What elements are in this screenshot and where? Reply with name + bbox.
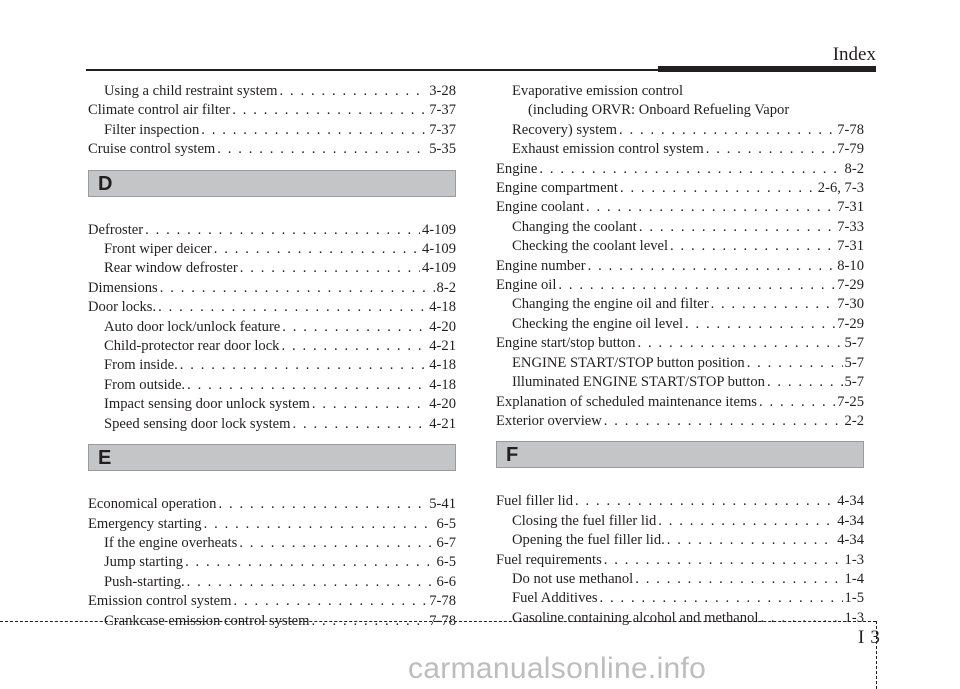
section-header-d: [88, 170, 456, 197]
index-entry: [496, 101, 864, 120]
index-entry: [88, 240, 456, 259]
index-entry: [496, 315, 864, 334]
index-entry: [496, 218, 864, 237]
entry-text: Checking the coolant level: [512, 238, 669, 255]
entry-text: Checking the engine oil level: [512, 315, 684, 332]
dot-leader: [667, 531, 835, 550]
index-entry: [88, 101, 456, 120]
entry-text: Push-starting.: [104, 573, 185, 590]
entry-page: 1-5: [844, 590, 864, 607]
dot-leader: [558, 276, 835, 295]
dot-leader: [239, 534, 434, 553]
dot-leader: [292, 415, 427, 434]
index-entry: [88, 259, 456, 278]
d-entries: [88, 221, 456, 434]
entry-text: Engine compartment: [496, 180, 618, 197]
index-entry: [88, 515, 456, 534]
entry-text: If the engine overheats: [104, 534, 238, 551]
watermark-text: carmanualsonline.info: [408, 652, 707, 685]
entry-text: Jump starting: [104, 554, 184, 571]
entry-text: Emission control system: [88, 593, 232, 610]
dot-leader: [760, 609, 842, 628]
index-entry: [496, 393, 864, 412]
entry-page: 2-6, 7-3: [817, 180, 864, 197]
entry-text: Engine number: [496, 257, 586, 274]
entry-page: 8-2: [436, 279, 456, 296]
index-entry: [496, 334, 864, 353]
index-entry: [496, 257, 864, 276]
index-entry: [88, 376, 456, 395]
index-entry: [496, 276, 864, 295]
index-entry: [496, 531, 864, 550]
entry-text: Fuel Additives: [512, 590, 598, 607]
index-entry: [496, 237, 864, 256]
entry-text: Auto door lock/unlock feature: [104, 318, 281, 335]
section-header-f: [496, 441, 864, 468]
entry-text: Using a child restraint system: [104, 83, 278, 99]
index-entry: [496, 492, 864, 511]
dot-leader: [279, 82, 427, 101]
index-entry: [88, 121, 456, 140]
dot-leader: [539, 160, 842, 179]
entry-page: 4-109: [421, 221, 456, 238]
entry-text: ENGINE START/STOP button position: [512, 354, 745, 371]
entry-page: 8-10: [837, 257, 864, 274]
dot-leader: [604, 551, 843, 570]
left-index-column: [88, 82, 456, 631]
index-entry: [496, 295, 864, 314]
entry-text: Changing the engine oil and filter: [512, 296, 709, 313]
entry-page: 7-37: [429, 121, 456, 138]
index-entry: [88, 495, 456, 514]
entry-page: 7-30: [837, 296, 864, 313]
entry-page: 6-5: [436, 554, 456, 571]
left-top-entries: [88, 82, 456, 160]
entry-page: 5-7: [844, 335, 864, 352]
entry-page: 6-7: [436, 534, 456, 551]
section-header-e: [88, 444, 456, 471]
index-entry: [496, 121, 864, 140]
dot-leader: [575, 492, 835, 511]
entry-text: Evaporative emission control: [512, 83, 684, 99]
dot-leader: [282, 318, 427, 337]
dot-leader: [187, 573, 435, 592]
dot-leader: [217, 140, 427, 159]
header-accent-bar: [658, 66, 876, 72]
dot-leader: [586, 198, 835, 217]
entry-text: Climate control air filter: [88, 102, 231, 119]
entry-text: Defroster: [88, 221, 144, 238]
entry-text: From outside.: [104, 376, 186, 393]
index-entry: [496, 373, 864, 392]
entry-text: Engine coolant: [496, 199, 584, 216]
entry-text: Emergency starting: [88, 515, 202, 532]
entry-text: Closing the fuel filler lid: [512, 512, 657, 529]
section-letter: D: [98, 172, 113, 195]
entry-page: 7-29: [837, 315, 864, 332]
entry-text: Fuel filler lid: [496, 493, 574, 510]
entry-page: 1-3: [844, 551, 864, 568]
entry-text: Recovery) system: [512, 121, 617, 138]
dot-leader: [711, 295, 836, 314]
entry-page: 6-6: [436, 573, 456, 590]
index-entry: [88, 298, 456, 317]
entry-text: Engine start/stop button: [496, 335, 636, 352]
entry-text: Crankcase emission control system: [104, 612, 310, 629]
index-entry: [496, 82, 864, 101]
section-letter: E: [98, 447, 112, 470]
dot-leader: [635, 570, 842, 589]
dot-leader: [620, 179, 816, 198]
entry-text: Gasoline containing alcohol and methanol: [512, 609, 759, 626]
index-entry: [496, 140, 864, 159]
entry-text: Filter inspection: [104, 121, 200, 138]
dot-leader: [600, 589, 843, 608]
entry-text: Engine oil: [496, 277, 557, 294]
entry-page: 5-41: [429, 496, 456, 513]
page-number: [858, 627, 880, 649]
index-entry: [88, 415, 456, 434]
entry-text: Cruise control system: [88, 141, 216, 158]
f-entries: [496, 492, 864, 628]
entry-page: 2-2: [844, 412, 864, 429]
index-entry: [496, 179, 864, 198]
entry-page: 4-34: [837, 493, 864, 510]
index-entry: [496, 198, 864, 217]
entry-text: Door locks.: [88, 299, 157, 316]
entry-page: 4-109: [421, 260, 456, 277]
dot-leader: [759, 393, 835, 412]
entry-text: Front wiper deicer: [104, 241, 212, 258]
dot-leader: [145, 221, 420, 240]
entry-page: 4-34: [837, 532, 864, 549]
entry-page: 7-79: [837, 141, 864, 158]
dot-leader: [604, 412, 843, 431]
entry-page: 7-25: [837, 393, 864, 410]
entry-page: 7-29: [837, 277, 864, 294]
dot-leader: [588, 257, 836, 276]
entry-page: 1-4: [844, 570, 864, 587]
entry-page: 4-109: [421, 241, 456, 258]
footer-rule: [0, 621, 876, 622]
index-entry: [496, 551, 864, 570]
entry-page: 5-7: [844, 354, 864, 371]
entry-page: 4-18: [429, 376, 456, 393]
e-entries: [88, 495, 456, 631]
dot-leader: [767, 373, 843, 392]
entry-text: Exhaust emission control system: [512, 141, 704, 158]
index-entry: [496, 354, 864, 373]
entry-page: 7-33: [837, 218, 864, 235]
index-entry: [496, 570, 864, 589]
dot-leader: [234, 592, 428, 611]
entry-page: 5-35: [429, 141, 456, 158]
entry-page: 8-2: [844, 160, 864, 177]
index-entry: [88, 337, 456, 356]
entry-page: 4-18: [429, 299, 456, 316]
index-entry: [88, 592, 456, 611]
entry-page: 5-7: [844, 374, 864, 391]
page-header-title: Index: [832, 44, 876, 65]
index-entry: [88, 221, 456, 240]
entry-page: 7-31: [837, 238, 864, 255]
entry-text: Fuel requirements: [496, 551, 602, 568]
index-entry: [496, 160, 864, 179]
index-entry: [88, 140, 456, 159]
dot-leader: [185, 553, 434, 572]
index-entry: [88, 356, 456, 375]
dot-leader: [312, 395, 427, 414]
index-entry: [88, 318, 456, 337]
dot-leader: [670, 237, 835, 256]
entry-page: 4-21: [429, 338, 456, 355]
entry-page: 7-37: [429, 102, 456, 119]
entry-text: Do not use methanol: [512, 570, 634, 587]
entry-text: Rear window defroster: [104, 260, 238, 277]
dot-leader: [158, 298, 427, 317]
entry-text: Economical operation: [88, 496, 217, 513]
entry-page: 4-34: [837, 512, 864, 529]
dot-leader: [160, 279, 435, 298]
dot-leader: [232, 101, 427, 120]
dot-leader: [685, 315, 835, 334]
entry-text: Dimensions: [88, 279, 158, 296]
entry-page: 7-78: [429, 612, 456, 629]
entry-page: 7-78: [837, 121, 864, 138]
index-entry: [496, 589, 864, 608]
section-letter: I: [858, 627, 865, 648]
dot-leader: [214, 240, 420, 259]
entry-page: 3-28: [429, 83, 456, 99]
dot-leader: [281, 337, 427, 356]
entry-page: 7-78: [429, 593, 456, 610]
dot-leader: [218, 495, 427, 514]
dot-leader: [637, 334, 842, 353]
index-entry: [496, 412, 864, 431]
entry-text: Child-protector rear door lock: [104, 338, 280, 355]
entry-page: 4-18: [429, 357, 456, 374]
entry-text: Illuminated ENGINE START/STOP button: [512, 374, 765, 391]
page-number-value: 3: [870, 627, 880, 648]
entry-text: From inside.: [104, 357, 178, 374]
index-entry: [496, 512, 864, 531]
dot-leader: [201, 121, 427, 140]
dot-leader: [639, 218, 835, 237]
entry-text: (including ORVR: Onboard Refueling Vapor: [528, 102, 790, 119]
index-entry: [88, 82, 456, 101]
right-index-column: [496, 82, 864, 628]
index-entry: [88, 553, 456, 572]
dot-leader: [658, 512, 835, 531]
dot-leader: [204, 515, 435, 534]
index-entry: [88, 279, 456, 298]
index-entry: [88, 395, 456, 414]
entry-page: 1-3: [844, 609, 864, 626]
index-entry: [496, 609, 864, 628]
entry-page: 4-21: [429, 415, 456, 432]
section-letter: F: [506, 444, 519, 467]
dot-leader: [706, 140, 836, 159]
right-top-entries: [496, 82, 864, 431]
entry-page: 4-20: [429, 396, 456, 413]
dot-leader: [180, 356, 427, 375]
entry-text: Explanation of scheduled maintenance items: [496, 393, 757, 410]
entry-text: Opening the fuel filler lid.: [512, 532, 665, 549]
entry-page: 4-20: [429, 318, 456, 335]
dot-leader: [619, 121, 835, 140]
entry-text: Impact sensing door unlock system: [104, 396, 310, 413]
dot-leader: [747, 354, 843, 373]
entry-text: Changing the coolant: [512, 218, 637, 235]
index-entry: [88, 534, 456, 553]
entry-page: 6-5: [436, 515, 456, 532]
entry-text: Exterior overview: [496, 412, 602, 429]
entry-page: 7-31: [837, 199, 864, 216]
entry-text: Engine: [496, 160, 538, 177]
entry-text: Speed sensing door lock system: [104, 415, 291, 432]
dot-leader: [187, 376, 427, 395]
dot-leader: [240, 259, 420, 278]
index-entry: [88, 573, 456, 592]
